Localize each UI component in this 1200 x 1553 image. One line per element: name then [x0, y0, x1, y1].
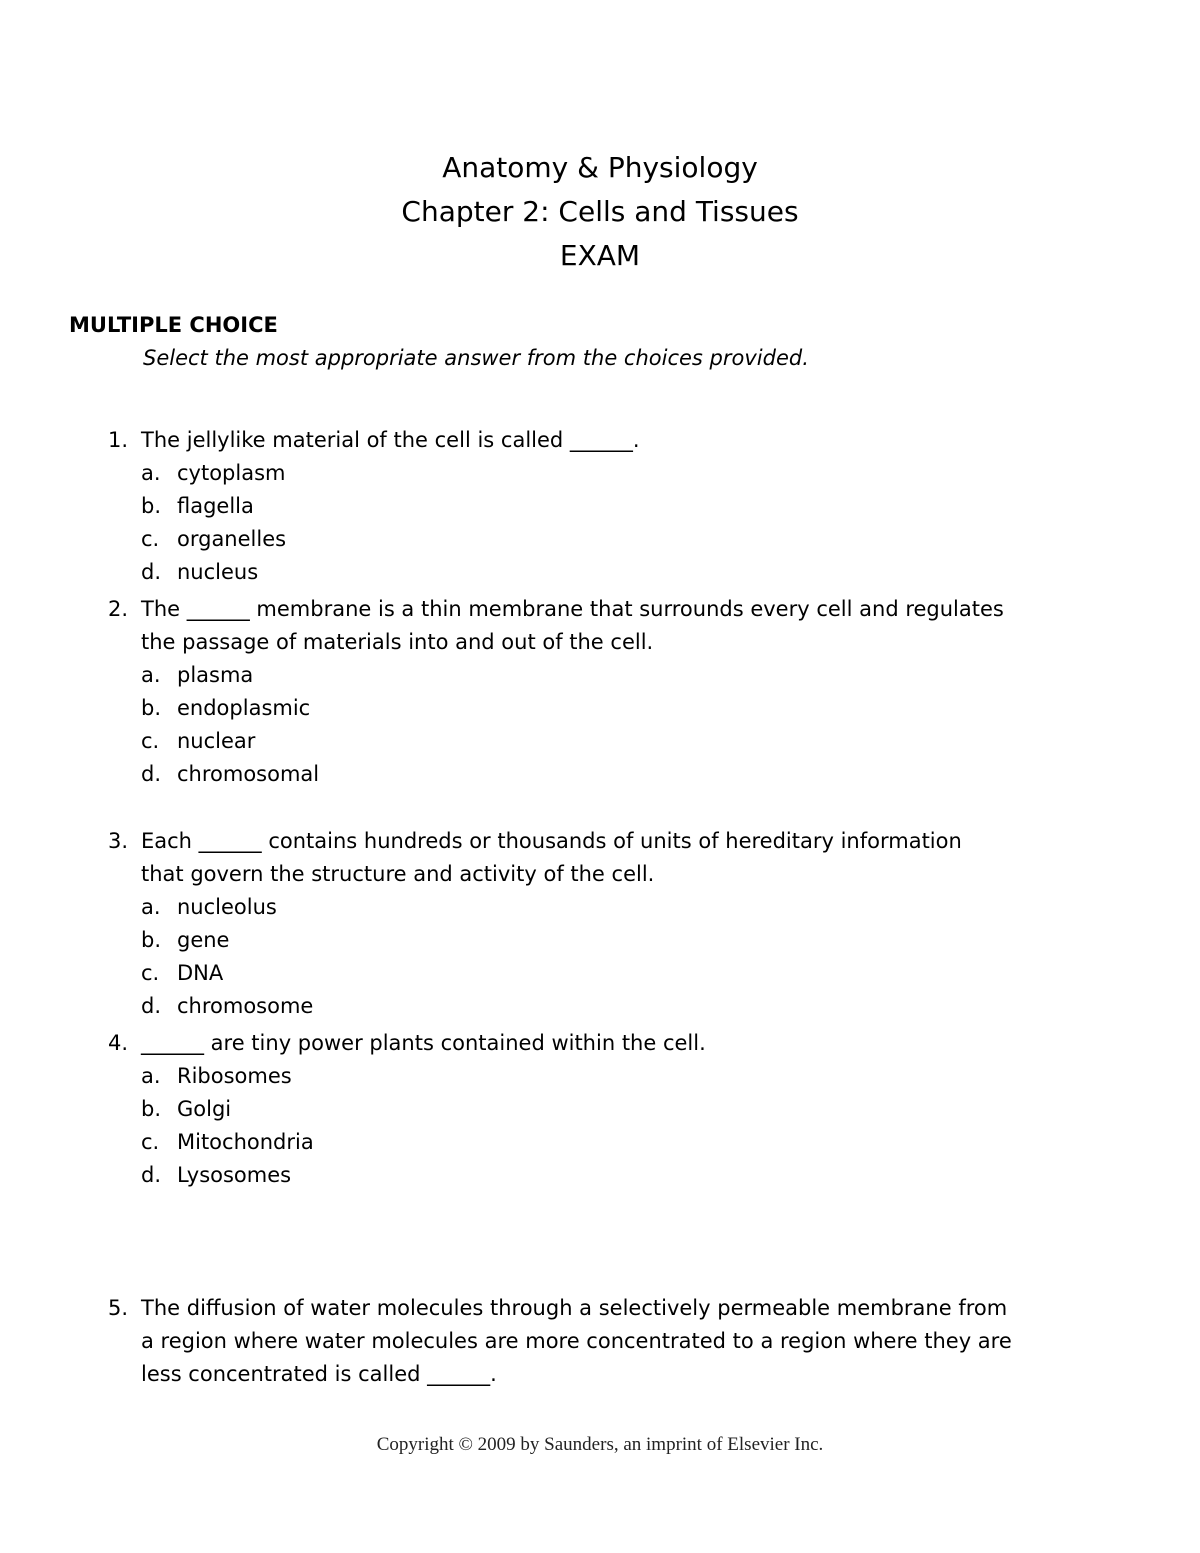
choice-text: organelles: [177, 527, 287, 551]
choice-text: cytoplasm: [177, 461, 286, 485]
course-title: Anatomy & Physiology: [442, 151, 758, 184]
choice-text: flagella: [177, 494, 254, 518]
choice-b: [141, 924, 1041, 957]
choice-letter: a.: [141, 1064, 161, 1088]
chapter-title: Chapter 2: Cells and Tissues: [401, 195, 799, 228]
choice-a: [141, 891, 1041, 924]
choice-text: nuclear: [177, 729, 256, 753]
choice-text: gene: [177, 928, 230, 952]
choice-text: Lysosomes: [177, 1163, 292, 1187]
choice-list: [141, 891, 1041, 1023]
choice-letter: a.: [141, 663, 161, 687]
question-text: [141, 1027, 1061, 1060]
choice-text: chromosomal: [177, 762, 320, 786]
choice-c: [141, 1126, 1041, 1159]
choice-c: [141, 523, 1041, 556]
question-text: [141, 424, 1061, 457]
choice-letter: b.: [141, 1097, 162, 1121]
choice-text: Golgi: [177, 1097, 232, 1121]
choice-c: [141, 957, 1041, 990]
question-text-line: a region where water molecules are more concentrated to a region where they are: [141, 1329, 1012, 1353]
choice-text: nucleolus: [177, 895, 277, 919]
choice-a: [141, 659, 1041, 692]
question-text-line: ______ are tiny power plants contained within the cell.: [141, 1031, 706, 1055]
section-instructions: Select the most appropriate answer from the choices provided.: [143, 346, 809, 370]
choice-list: [141, 659, 1041, 791]
question-number: 5.: [107, 1296, 128, 1320]
question-number: 2.: [107, 597, 128, 621]
choice-a: [141, 1060, 1041, 1093]
copyright-footer: Copyright © 2009 by Saunders, an imprint of Elsevier Inc.: [376, 1434, 824, 1455]
choice-text: Ribosomes: [177, 1064, 292, 1088]
question-number: 1.: [107, 428, 128, 452]
choice-b: [141, 1093, 1041, 1126]
choice-text: Mitochondria: [177, 1130, 314, 1154]
choice-letter: a.: [141, 895, 161, 919]
choice-text: chromosome: [177, 994, 314, 1018]
choice-letter: d.: [141, 1163, 162, 1187]
choice-d: [141, 990, 1041, 1023]
section-heading: MULTIPLE CHOICE: [69, 313, 278, 337]
choice-letter: d.: [141, 762, 162, 786]
question-text: [141, 1292, 1061, 1391]
choice-letter: d.: [141, 560, 162, 584]
question-text-line: The ______ membrane is a thin membrane that surrounds every cell and regulates: [141, 597, 1004, 621]
title-block: [0, 146, 1200, 278]
choice-b: [141, 490, 1041, 523]
choice-letter: a.: [141, 461, 161, 485]
choice-letter: c.: [141, 527, 160, 551]
exam-title: EXAM: [559, 239, 641, 272]
choice-list: [141, 457, 1041, 589]
choice-letter: d.: [141, 994, 162, 1018]
question-text-line: Each ______ contains hundreds or thousands of units of hereditary information: [141, 829, 962, 853]
choice-letter: c.: [141, 729, 160, 753]
question-text-line: The jellylike material of the cell is called ______.: [141, 428, 640, 452]
question-text-line: less concentrated is called ______.: [141, 1362, 497, 1386]
choice-c: [141, 725, 1041, 758]
choice-text: nucleus: [177, 560, 259, 584]
choice-text: DNA: [177, 961, 224, 985]
choice-list: [141, 1060, 1041, 1192]
choice-letter: b.: [141, 928, 162, 952]
choice-letter: b.: [141, 494, 162, 518]
choice-d: [141, 1159, 1041, 1192]
question-text: [141, 593, 1061, 659]
question-text: [141, 825, 1061, 891]
choice-text: endoplasmic: [177, 696, 311, 720]
choice-a: [141, 457, 1041, 490]
choice-b: [141, 692, 1041, 725]
question-number: 3.: [107, 829, 128, 853]
choice-letter: c.: [141, 1130, 160, 1154]
choice-d: [141, 556, 1041, 589]
choice-d: [141, 758, 1041, 791]
choice-letter: c.: [141, 961, 160, 985]
question-text-line: that govern the structure and activity of the cell.: [141, 862, 655, 886]
choice-letter: b.: [141, 696, 162, 720]
question-text-line: The diffusion of water molecules through a selectively permeable membrane from: [141, 1296, 1008, 1320]
question-text-line: the passage of materials into and out of the cell.: [141, 630, 654, 654]
choice-text: plasma: [177, 663, 254, 687]
question-number: 4.: [107, 1031, 128, 1055]
